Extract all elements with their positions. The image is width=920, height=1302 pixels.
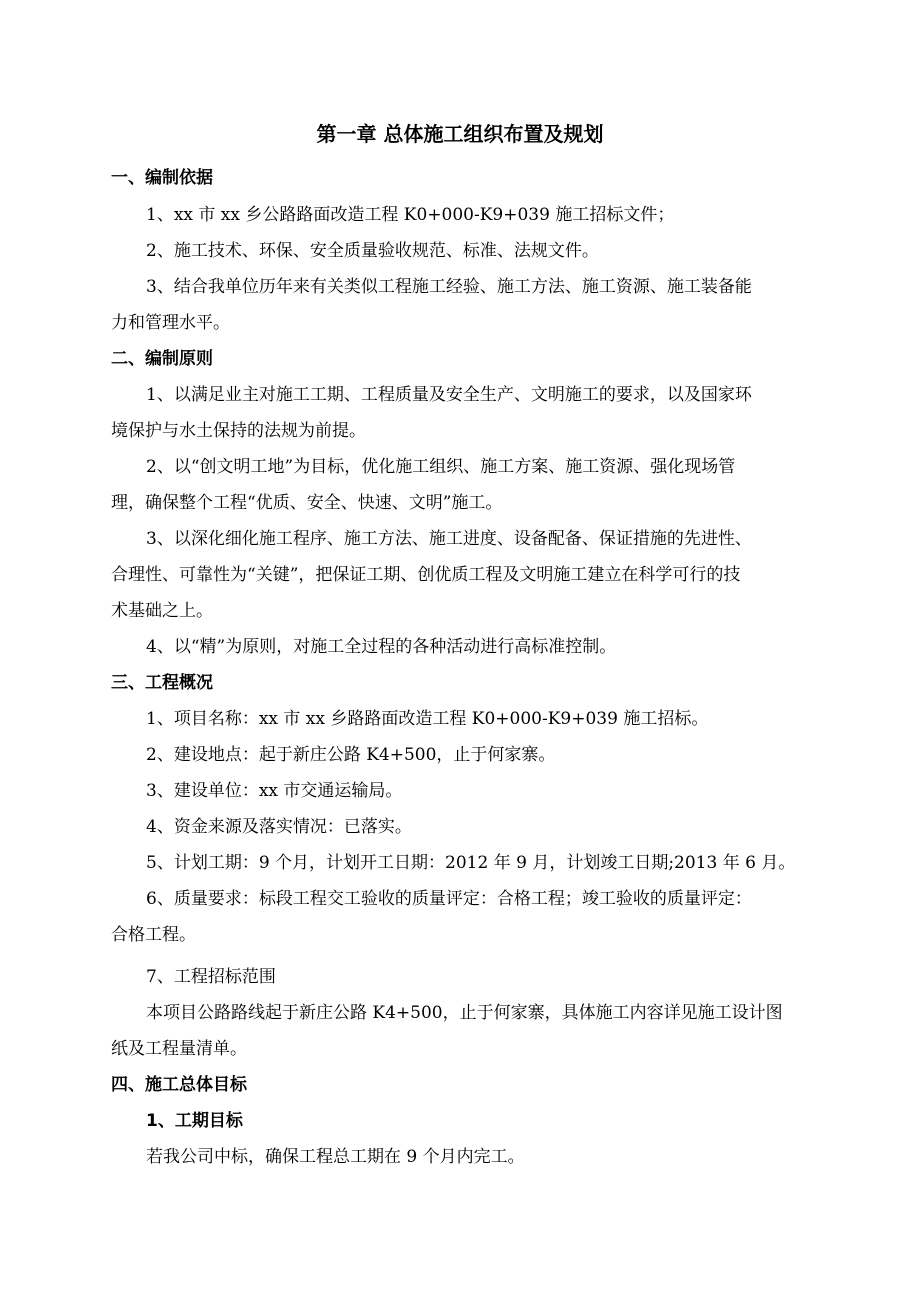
section-heading-goals: 四、施工总体目标 bbox=[111, 1075, 247, 1095]
paragraph: 7、工程招标范围 bbox=[146, 967, 276, 987]
paragraph: 合格工程。 bbox=[111, 925, 196, 945]
paragraph: 1、以满足业主对施工工期、工程质量及安全生产、文明施工的要求，以及国家环 bbox=[146, 385, 752, 405]
subsection-heading-schedule: 1、工期目标 bbox=[146, 1111, 243, 1131]
paragraph: 4、以“精”为原则，对施工全过程的各种活动进行高标准控制。 bbox=[146, 637, 617, 657]
section-heading-basis: 一、编制依据 bbox=[111, 168, 213, 188]
section-heading-principles: 二、编制原则 bbox=[111, 349, 213, 369]
paragraph: 5、计划工期：9 个月，计划开工日期：2012 年 9 月，计划竣工日期;2013 年 6 月。 bbox=[146, 853, 796, 873]
paragraph: 6、质量要求：标段工程交工验收的质量评定：合格工程；竣工验收的质量评定： bbox=[146, 889, 752, 909]
paragraph: 纸及工程量清单。 bbox=[111, 1039, 247, 1059]
paragraph: 3、以深化细化施工程序、施工方法、施工进度、设备配备、保证措施的先进性、 bbox=[146, 529, 752, 549]
paragraph: 力和管理水平。 bbox=[111, 313, 230, 333]
paragraph: 境保护与水土保持的法规为前提。 bbox=[111, 421, 366, 441]
paragraph: 若我公司中标，确保工程总工期在 9 个月内完工。 bbox=[146, 1147, 525, 1167]
page-title: 第一章 总体施工组织布置及规划 bbox=[316, 122, 604, 146]
paragraph: 1、项目名称：xx 市 xx 乡路路面改造工程 K0+000-K9+039 施工招标。 bbox=[146, 709, 709, 729]
paragraph: 2、建设地点：起于新庄公路 K4+500，止于何家寨。 bbox=[146, 745, 556, 765]
paragraph: 3、建设单位：xx 市交通运输局。 bbox=[146, 781, 403, 801]
paragraph: 2、以“创文明工地”为目标，优化施工组织、施工方案、施工资源、强化现场管 bbox=[146, 457, 736, 477]
paragraph: 2、施工技术、环保、安全质量验收规范、标准、法规文件。 bbox=[146, 241, 599, 261]
paragraph: 4、资金来源及落实情况：已落实。 bbox=[146, 817, 412, 837]
paragraph: 本项目公路路线起于新庄公路 K4+500，止于何家寨，具体施工内容详见施工设计图 bbox=[146, 1003, 783, 1023]
paragraph: 理，确保整个工程“优质、安全、快速、文明”施工。 bbox=[111, 493, 503, 513]
paragraph: 1、xx 市 xx 乡公路路面改造工程 K0+000-K9+039 施工招标文件； bbox=[146, 205, 675, 225]
section-heading-overview: 三、工程概况 bbox=[111, 673, 213, 693]
paragraph: 合理性、可靠性为“关键”，把保证工期、创优质工程及文明施工建立在科学可行的技 bbox=[111, 565, 741, 585]
paragraph: 术基础之上。 bbox=[111, 601, 213, 621]
paragraph: 3、结合我单位历年来有关类似工程施工经验、施工方法、施工资源、施工装备能 bbox=[146, 277, 752, 297]
